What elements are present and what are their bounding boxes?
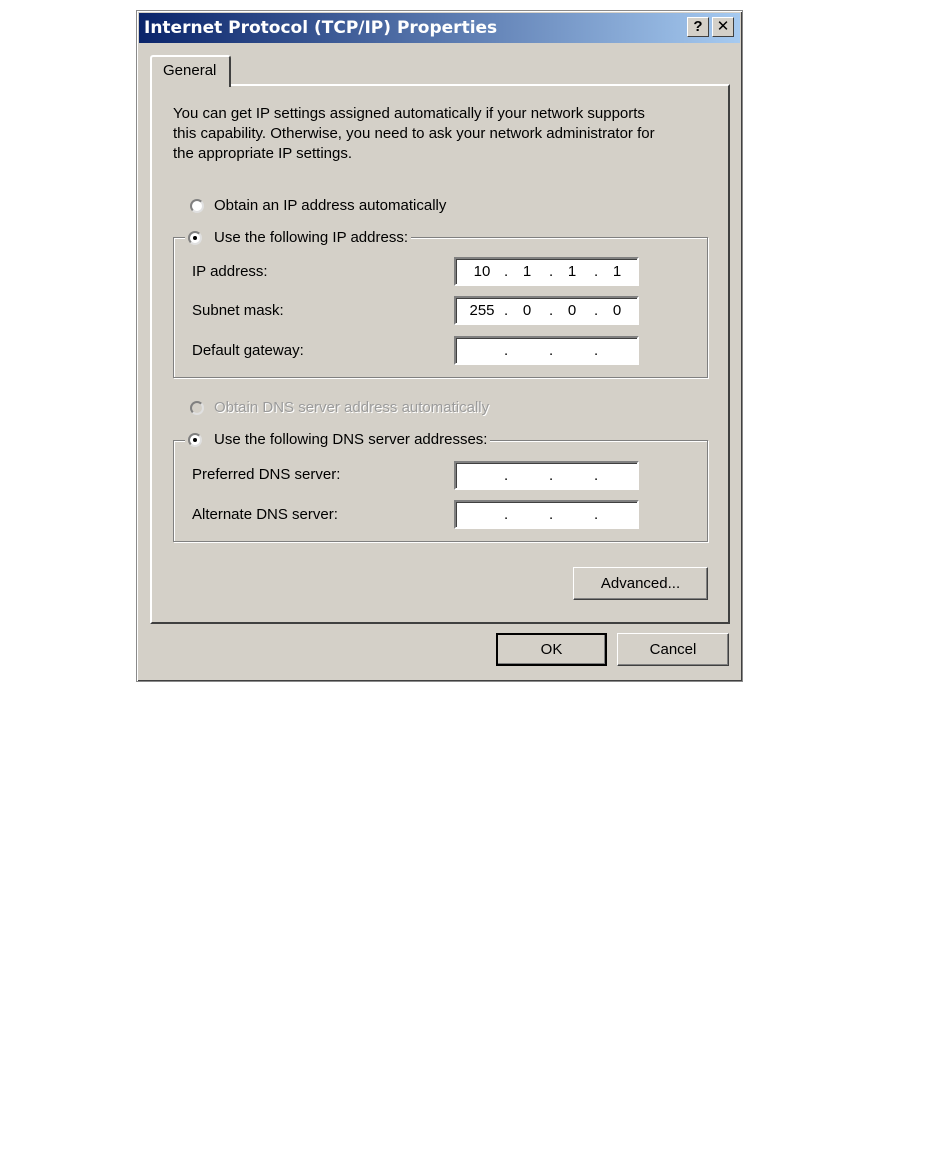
octet-separator: . bbox=[549, 467, 554, 484]
subnet-octet: 255 bbox=[469, 302, 495, 319]
octet-separator: . bbox=[549, 263, 554, 280]
obtain-ip-auto-radio[interactable] bbox=[190, 199, 204, 213]
use-following-ip-label[interactable]: Use the following IP address: bbox=[214, 229, 408, 246]
octet-separator: . bbox=[504, 467, 509, 484]
use-following-dns-radio[interactable] bbox=[188, 433, 202, 447]
octet-separator: . bbox=[594, 467, 599, 484]
octet-separator: . bbox=[504, 263, 509, 280]
close-icon: ✕ bbox=[716, 18, 730, 35]
help-button[interactable]: ? bbox=[687, 17, 709, 37]
subnet-octet: 0 bbox=[522, 302, 532, 319]
close-button[interactable] bbox=[712, 17, 734, 37]
alternate-dns-label: Alternate DNS server: bbox=[192, 506, 338, 523]
octet-separator: . bbox=[594, 506, 599, 523]
preferred-dns-label: Preferred DNS server: bbox=[192, 466, 341, 483]
ip-address-field[interactable] bbox=[454, 257, 639, 286]
tab-general[interactable] bbox=[150, 55, 231, 87]
ip-octet: 10 bbox=[473, 263, 491, 280]
octet-separator: . bbox=[594, 263, 599, 280]
octet-separator: . bbox=[594, 342, 599, 359]
description-text bbox=[173, 104, 713, 164]
use-following-ip-option[interactable] bbox=[185, 229, 411, 246]
ip-octet: 1 bbox=[522, 263, 532, 280]
ip-octet: 1 bbox=[612, 263, 622, 280]
use-following-ip-radio[interactable] bbox=[188, 231, 202, 245]
octet-separator: . bbox=[504, 506, 509, 523]
default-gateway-label: Default gateway: bbox=[192, 342, 304, 359]
octet-separator: . bbox=[549, 302, 554, 319]
window-title: Internet Protocol (TCP/IP) Properties bbox=[144, 18, 498, 38]
default-gateway-field[interactable] bbox=[454, 336, 639, 365]
tab-general-label: General bbox=[163, 62, 217, 79]
subnet-mask-field[interactable] bbox=[454, 296, 639, 325]
ip-octet: 1 bbox=[567, 263, 577, 280]
octet-separator: . bbox=[549, 506, 554, 523]
subnet-mask-label: Subnet mask: bbox=[192, 302, 284, 319]
alternate-dns-field[interactable] bbox=[454, 500, 639, 529]
subnet-octet: 0 bbox=[567, 302, 577, 319]
obtain-ip-auto-label[interactable]: Obtain an IP address automatically bbox=[214, 197, 447, 214]
description-line: the appropriate IP settings. bbox=[173, 145, 353, 162]
octet-separator: . bbox=[504, 302, 509, 319]
subnet-octet: 0 bbox=[612, 302, 622, 319]
obtain-dns-auto-label: Obtain DNS server address automatically bbox=[214, 399, 490, 416]
use-following-dns-label[interactable]: Use the following DNS server addresses: bbox=[214, 431, 488, 448]
obtain-dns-auto-radio bbox=[190, 401, 204, 415]
description-line: this capability. Otherwise, you need to ask your network administrator for bbox=[173, 125, 655, 142]
ok-button[interactable]: OK bbox=[496, 633, 607, 666]
ip-address-label: IP address: bbox=[192, 263, 268, 280]
octet-separator: . bbox=[504, 342, 509, 359]
description-line: You can get IP settings assigned automatically if your network supports bbox=[173, 105, 645, 122]
preferred-dns-field[interactable] bbox=[454, 461, 639, 490]
use-following-dns-option[interactable] bbox=[185, 431, 490, 448]
cancel-button[interactable]: Cancel bbox=[617, 633, 729, 666]
advanced-button[interactable]: Advanced... bbox=[573, 567, 708, 600]
octet-separator: . bbox=[549, 342, 554, 359]
octet-separator: . bbox=[594, 302, 599, 319]
title-bar bbox=[139, 13, 740, 43]
